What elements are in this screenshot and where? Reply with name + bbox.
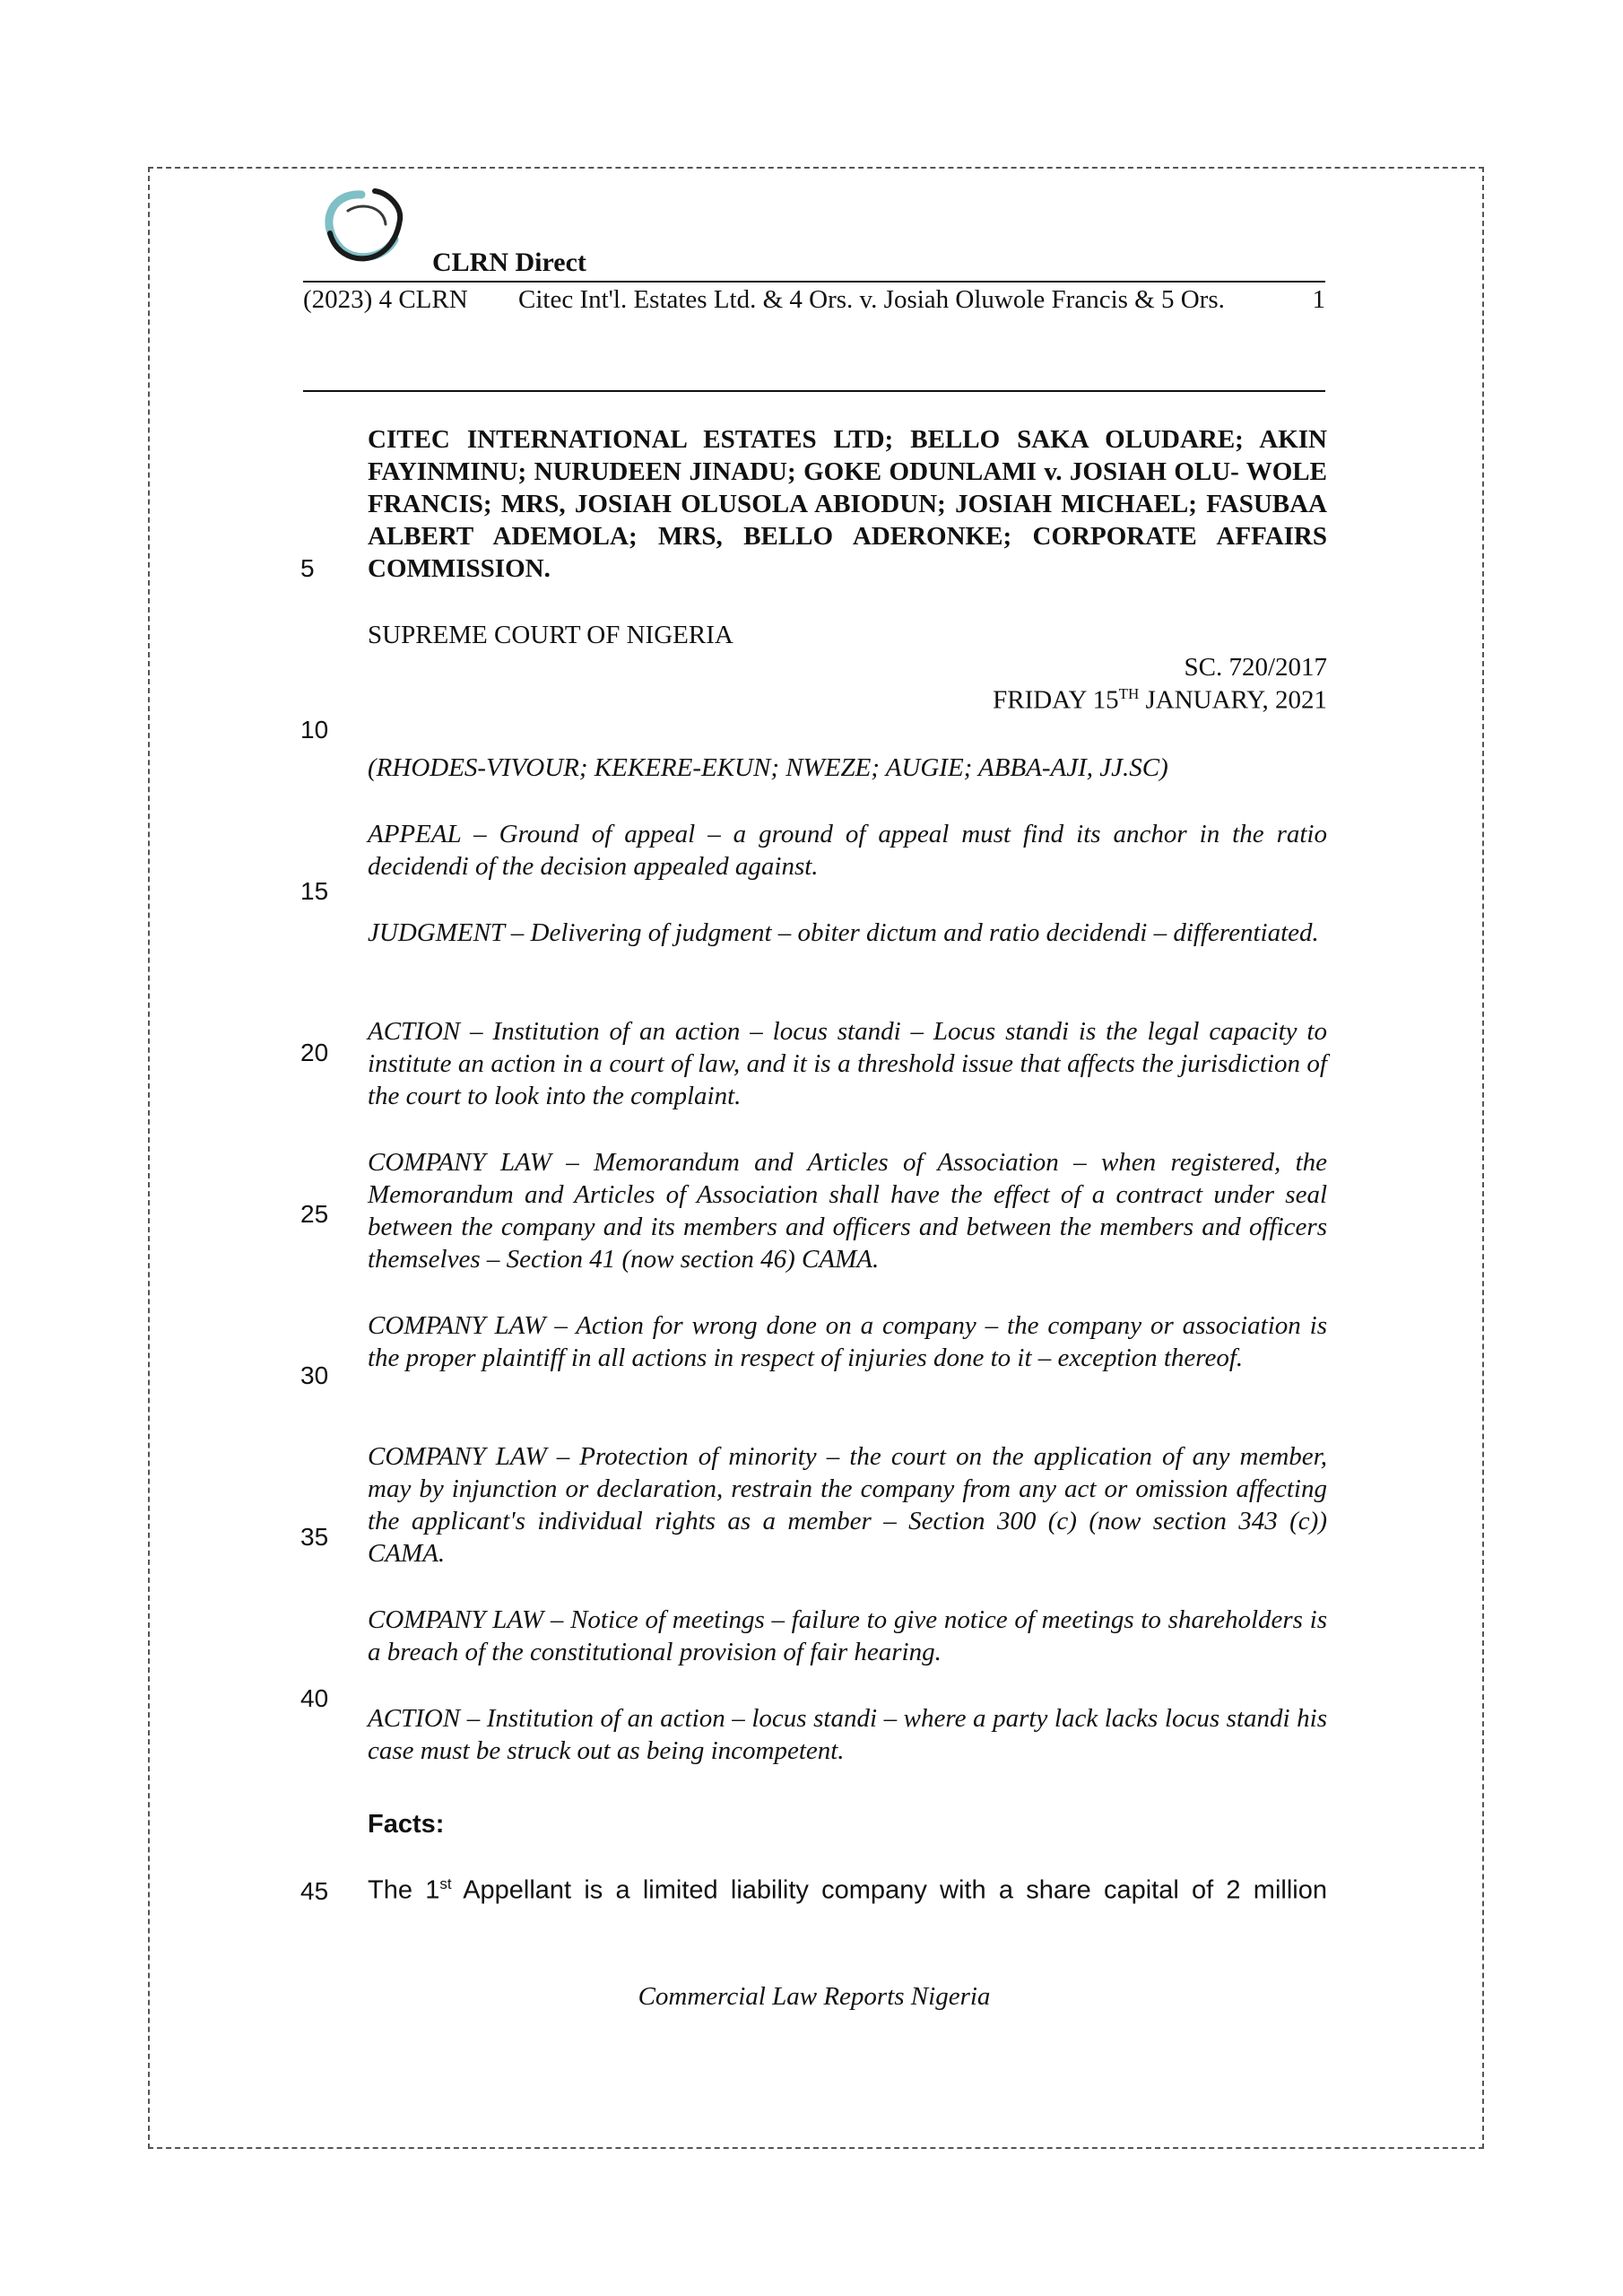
- judgment-date: [368, 685, 1327, 716]
- clrn-logo-icon: [312, 184, 411, 274]
- brand-name: CLRN Direct: [432, 248, 586, 277]
- facts-text-start: The 1: [368, 1875, 440, 1905]
- catchword: APPEAL – Ground of appeal – a ground of appeal must find its anchor in the ratio decidendi of the decision appealed against.: [368, 820, 1327, 881]
- facts-text: [368, 1875, 1327, 1906]
- catchword: JUDGMENT – Delivering of judgment – obiter dictum and ratio decidendi – differentiated.: [368, 918, 1319, 947]
- catchword: ACTION – Institution of an action – locus standi – where a party lack lacks locus standi his case must be struck out as being incompetent.: [368, 1704, 1327, 1765]
- facts-text-end: Appellant is a limited liability company with a share capital of 2 million: [451, 1875, 1327, 1905]
- facts-superscript: st: [439, 1875, 452, 1892]
- facts-heading: Facts:: [368, 1810, 445, 1839]
- header-rule: [303, 281, 1325, 283]
- page-number: 1: [1312, 285, 1325, 314]
- page-footer: Commercial Law Reports Nigeria: [638, 1982, 991, 2011]
- line-number: 35: [300, 1523, 329, 1551]
- line-number: 25: [300, 1200, 329, 1228]
- line-number: 45: [300, 1877, 329, 1905]
- catchword: COMPANY LAW – Protection of minority – the court on the application of any member, may by injunction or declaration, restrain the company from any act or omission affecting the applicant's individual rights as a member – Section 300 (c) (now section 343 (c)) CAMA.: [368, 1442, 1327, 1568]
- suit-number: SC. 720/2017: [1184, 653, 1327, 682]
- case-parties: CITEC INTERNATIONAL ESTATES LTD; BELLO SAKA OLUDARE; AKIN FAYINMINU; NURUDEEN JINADU; GOKE ODUNLAMI v. JOSIAH OLU- WOLE FRANCIS; MRS, JOSIAH OLUSOLA ABIODUN; JOSIAH MICHAEL; FASUBAA ALBERT ADEMOLA; MRS, BELLO ADERONKE; CORPORATE AFFAIRS COMMISSION.: [368, 425, 1327, 583]
- catchword: COMPANY LAW – Memorandum and Articles of Association – when registered, the Memorandum and Articles of Association shall have the effect of a contract under seal between the company and its members and officers and between the members and officers themselves – Section 41 (now section 46) CAMA.: [368, 1148, 1327, 1274]
- date-suffix: TH: [1118, 685, 1140, 702]
- catchword: COMPANY LAW – Action for wrong done on a company – the company or association is the proper plaintiff in all actions in respect of injuries done to it – exception thereof.: [368, 1311, 1327, 1372]
- date-month-year: JANUARY, 2021: [1139, 685, 1327, 715]
- court-name: SUPREME COURT OF NIGERIA: [368, 621, 733, 649]
- catchword: COMPANY LAW – Notice of meetings – failure to give notice of meetings to shareholders is a breach of the constitutional provision of fair hearing.: [368, 1605, 1327, 1666]
- justices-panel: (RHODES-VIVOUR; KEKERE-EKUN; NWEZE; AUGIE; ABBA-AJI, JJ.SC): [368, 753, 1168, 782]
- report-citation: (2023) 4 CLRN: [303, 285, 468, 314]
- line-number: 40: [300, 1684, 329, 1712]
- date-day: FRIDAY 15: [993, 685, 1119, 715]
- line-number: 30: [300, 1361, 329, 1389]
- line-number: 15: [300, 877, 329, 905]
- section-rule: [303, 390, 1325, 392]
- line-number: 5: [300, 554, 315, 582]
- line-number: 10: [300, 716, 329, 744]
- case-short-title: Citec Int'l. Estates Ltd. & 4 Ors. v. Josiah Oluwole Francis & 5 Ors.: [518, 285, 1225, 314]
- catchword: ACTION – Institution of an action – locus standi – Locus standi is the legal capacity to institute an action in a court of law, and it is a threshold issue that affects the jurisdiction of the court to look into the complaint.: [368, 1017, 1327, 1110]
- running-head: [303, 285, 1325, 315]
- line-number: 20: [300, 1039, 329, 1066]
